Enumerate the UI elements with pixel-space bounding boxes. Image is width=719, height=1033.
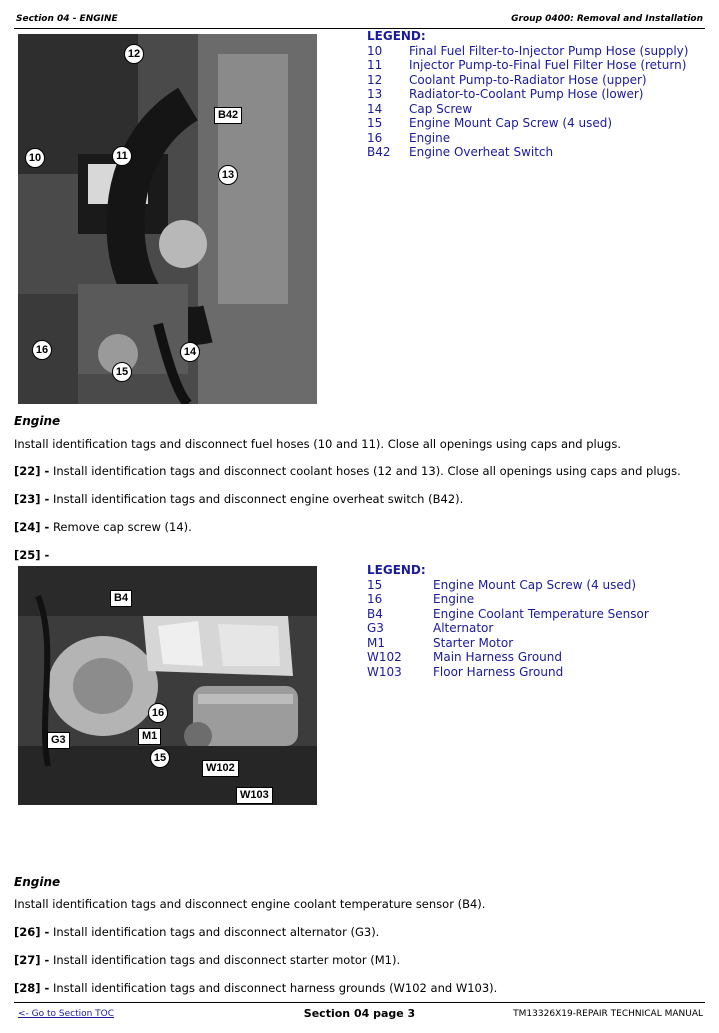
section-heading-2: Engine	[14, 875, 61, 889]
legend-item: W103 Floor Harness Ground	[367, 664, 564, 679]
legend-item: 13 Radiator-to-Coolant Pump Hose (lower)	[367, 87, 644, 101]
section-heading: Engine	[14, 414, 61, 428]
legend-figure-1	[367, 29, 688, 160]
callout-w103: W103	[236, 787, 273, 804]
callout-b42: B42	[214, 107, 242, 124]
callout-b4: B4	[110, 590, 132, 607]
callout-15-fig2: 15	[150, 748, 170, 768]
legend-item: B42 Engine Overheat Switch	[367, 145, 554, 159]
callout-15: 15	[112, 362, 132, 382]
callout-10: 10	[25, 148, 45, 168]
step-23: [23] - Install identification tags and disconnect engine overheat switch (B42).	[14, 492, 464, 506]
callout-14: 14	[180, 342, 200, 362]
callout-12: 12	[124, 44, 144, 64]
toc-link[interactable]: <- Go to Section TOC	[18, 1009, 115, 1019]
legend-item: 12 Coolant Pump-to-Radiator Hose (upper)	[367, 72, 647, 87]
page-header	[14, 10, 705, 29]
callout-w102: W102	[202, 760, 239, 777]
legend-item: G3 Alternator	[367, 621, 494, 635]
step-25: [25] -	[14, 548, 50, 562]
callout-g3: G3	[47, 732, 70, 749]
engine-photo-2	[18, 566, 317, 805]
page-number: Section 04 page 3	[303, 1007, 416, 1020]
engine-photo-1-art	[18, 34, 317, 404]
instruction-text-2: Install identification tags and disconnect engine coolant temperature sensor (B4).	[14, 897, 486, 911]
legend-title: LEGEND:	[367, 29, 426, 43]
instruction-text: Install identification tags and disconnect fuel hoses (10 and 11). Close all openings using caps and plugs.	[14, 437, 621, 451]
legend-title: LEGEND:	[367, 563, 426, 577]
step-22: [22] - Install identification tags and disconnect coolant hoses (12 and 13). Close all openings using caps and plugs.	[14, 464, 681, 478]
legend-item: B4 Engine Coolant Temperature Sensor	[367, 606, 649, 621]
legend-figure-2	[367, 563, 649, 679]
legend-item: 14 Cap Screw	[367, 101, 473, 116]
step-27: [27] - Install identification tags and disconnect starter motor (M1).	[14, 953, 401, 967]
legend-item: 15 Engine Mount Cap Screw (4 used)	[367, 577, 637, 592]
section-title: Section 04 - ENGINE	[16, 14, 118, 24]
legend-item: 15 Engine Mount Cap Screw (4 used)	[367, 116, 613, 130]
step-28: [28] - Install identification tags and disconnect harness grounds (W102 and W103).	[14, 981, 498, 995]
callout-m1: M1	[138, 728, 161, 745]
legend-item: 10 Final Fuel Filter-to-Injector Pump Hose (supply)	[367, 43, 689, 58]
callout-13: 13	[218, 165, 238, 185]
group-title: Group 0400: Removal and Installation	[511, 14, 703, 24]
engine-photo-2-art	[18, 566, 317, 805]
legend-item: W102 Main Harness Ground	[367, 650, 563, 664]
page-footer	[14, 1002, 705, 1023]
engine-photo-1	[18, 34, 317, 404]
callout-11: 11	[112, 146, 132, 166]
callout-16: 16	[32, 340, 52, 360]
legend-item: 16 Engine	[367, 130, 451, 145]
legend-item: 16 Engine	[367, 592, 475, 606]
manual-id: TM13326X19-REPAIR TECHNICAL MANUAL	[513, 1009, 703, 1019]
legend-item: 11 Injector Pump-to-Final Fuel Filter Hose (return)	[367, 58, 687, 72]
step-24: [24] - Remove cap screw (14).	[14, 520, 192, 534]
legend-item: M1 Starter Motor	[367, 635, 514, 650]
step-26: [26] - Install identification tags and disconnect alternator (G3).	[14, 925, 380, 939]
callout-16-fig2: 16	[148, 703, 168, 723]
